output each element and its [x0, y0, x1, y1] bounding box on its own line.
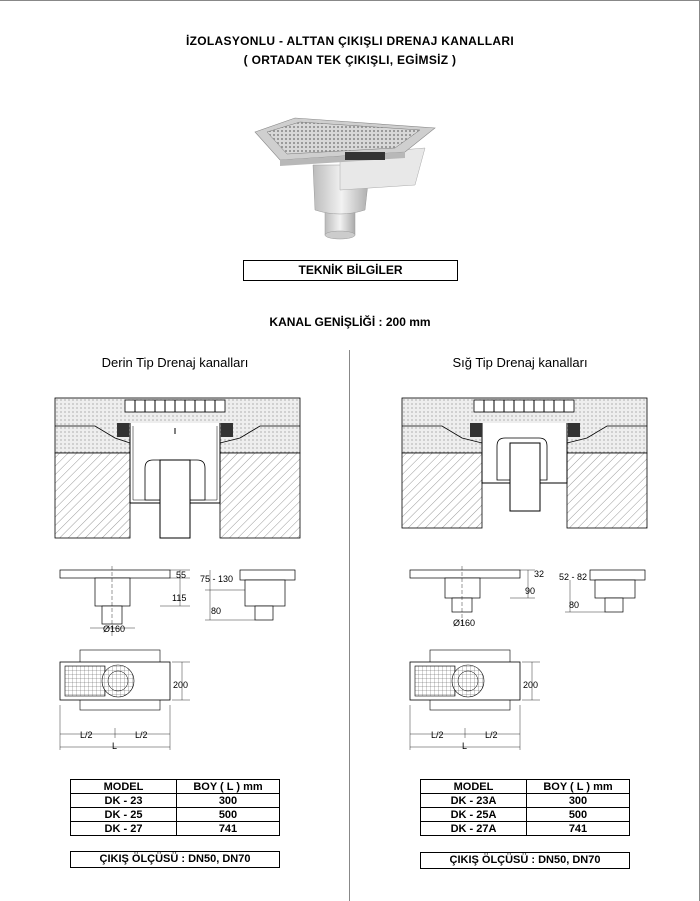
right-spec-table	[420, 779, 630, 836]
dim-l: L	[462, 741, 468, 751]
table-header: BOY ( L ) mm	[527, 780, 630, 794]
product-photo	[245, 110, 440, 240]
channel-width: KANAL GENİŞLİĞİ : 200 mm	[269, 315, 431, 329]
table-cell: 741	[527, 822, 630, 836]
top-border	[0, 0, 700, 1]
table-cell: DK - 23A	[421, 794, 527, 808]
table-row	[421, 808, 630, 822]
table-header: MODEL	[71, 780, 177, 794]
dim-d160: Ø160	[453, 618, 476, 628]
table-header: BOY ( L ) mm	[177, 780, 280, 794]
table-cell: DK - 25	[71, 808, 177, 822]
table-header-row	[421, 780, 630, 794]
right-cross-section	[402, 398, 647, 528]
table-header: MODEL	[421, 780, 527, 794]
dim-l-half-2: L/2	[135, 730, 148, 740]
column-divider	[349, 350, 350, 901]
dim-52-82: 52 - 82	[559, 572, 588, 582]
table-cell: DK - 23	[71, 794, 177, 808]
left-heading: Derin Tip Drenaj kanalları	[101, 355, 249, 370]
dim-l-half-2: L/2	[485, 730, 498, 740]
table-header-row	[71, 780, 280, 794]
left-spec-table	[70, 779, 280, 836]
table-cell: 500	[177, 808, 280, 822]
table-cell: DK - 25A	[421, 808, 527, 822]
left-cross-section	[55, 398, 300, 538]
left-exit-size: ÇIKIŞ ÖLÇÜSÜ : DN50, DN70	[70, 851, 280, 868]
dim-l: L	[112, 741, 118, 751]
table-row	[71, 822, 280, 836]
dim-75-130: 75 - 130	[200, 574, 234, 584]
page-subtitle: ( ORTADAN TEK ÇIKIŞLI, EGİMSİZ )	[243, 53, 457, 67]
dim-90: 90	[525, 586, 536, 596]
dim-200: 200	[173, 680, 189, 690]
table-row	[421, 794, 630, 808]
table-cell: DK - 27	[71, 822, 177, 836]
table-row	[421, 822, 630, 836]
table-row	[71, 808, 280, 822]
dim-l-half-1: L/2	[80, 730, 93, 740]
dim-55: 55	[176, 570, 187, 580]
dim-80: 80	[569, 600, 580, 610]
dim-115: 115	[172, 593, 187, 603]
right-exit-size: ÇIKIŞ ÖLÇÜSÜ : DN50, DN70	[420, 852, 630, 869]
dim-32: 32	[534, 569, 545, 579]
technical-info-box: TEKNİK BİLGİLER	[243, 260, 458, 281]
table-cell: 300	[527, 794, 630, 808]
page-title: İZOLASYONLU - ALTTAN ÇIKIŞLI DRENAJ KANALLARI	[186, 34, 514, 48]
dim-80: 80	[211, 606, 222, 616]
dim-d160: Ø160	[103, 624, 126, 634]
dim-200: 200	[523, 680, 539, 690]
table-row	[71, 794, 280, 808]
right-heading: Sığ Tip Drenaj kanalları	[452, 355, 588, 370]
dim-l-half-1: L/2	[431, 730, 444, 740]
table-cell: 300	[177, 794, 280, 808]
table-cell: DK - 27A	[421, 822, 527, 836]
table-cell: 741	[177, 822, 280, 836]
table-cell: 500	[527, 808, 630, 822]
